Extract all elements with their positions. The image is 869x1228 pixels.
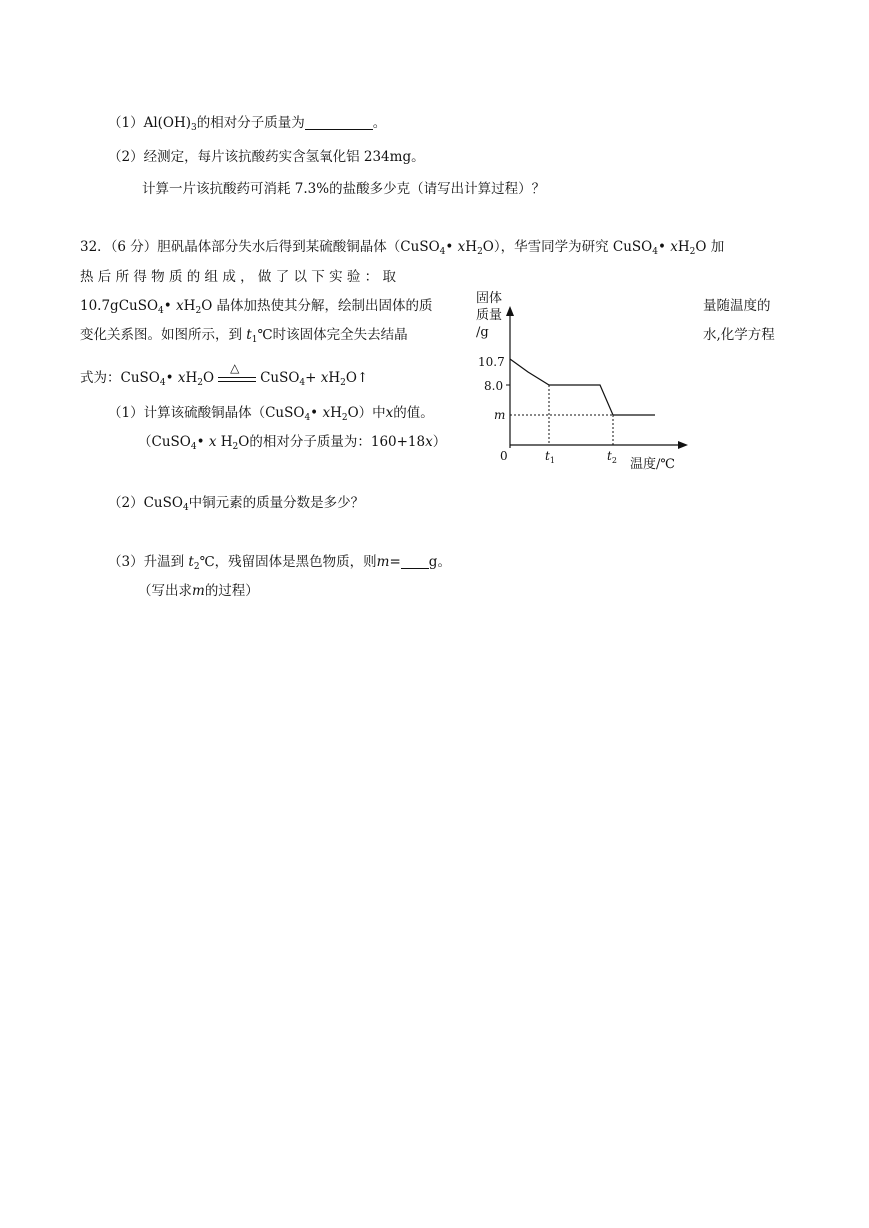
y-axis-label-line1: 固体 <box>476 291 503 306</box>
q32-line4-right: 水,化学方程 <box>703 327 775 343</box>
q32-part3: （3）升温到 $t_2℃$，残留固体是黑色物质，则m= g。 <box>108 554 451 572</box>
q31-part2-line1: （2）经测定，每片该抗酸药实含氢氧化铝 234mg。 <box>108 149 425 165</box>
q31-part2-line2: 计算一片该抗酸药可消耗 7.3%的盐酸多少克（请写出计算过程）？ <box>142 181 546 197</box>
q32-line3-right: 量随温度的 <box>703 298 771 314</box>
mass-temperature-chart <box>472 288 694 478</box>
y-axis-arrow <box>506 306 514 316</box>
origin-label: 0 <box>500 449 508 463</box>
q32-line4: 变化关系图。如图所示，到 $t_1℃$时该固体完全失去结晶 <box>80 327 408 345</box>
y-axis-unit: /g <box>476 325 489 340</box>
heating-condition-arrow <box>218 361 256 386</box>
q32-line2: 热 后 所 得 物 质 的 组 成 ， 做 了 以 下 实 验 ： 取 <box>80 269 396 285</box>
q32-part1-note: （CuSO$_4$• x $H_2O$的相对分子质量为：160+18x） <box>138 434 447 452</box>
x-tick-t2: $t_2$ <box>607 449 617 465</box>
q32-intro: 32．（6 分）胆矾晶体部分失水后得到某硫酸铜晶体（CuSO$_4$• $xH_2O$），华雪同学为研究 CuSO$_4$• $xH_2O$ 加 <box>80 239 725 257</box>
q32-line3: 10.7gCuSO$_4$• $xH_2O$ 晶体加热使其分解，绘制出固体的质 <box>80 298 433 316</box>
y-axis-label-line2: 质量 <box>476 308 503 323</box>
q32-part3-note: （写出求m的过程） <box>138 583 259 599</box>
y-tick-m: m <box>494 408 506 422</box>
x-tick-t1: $t_1$ <box>545 449 555 465</box>
answer-blank[interactable] <box>305 115 373 130</box>
x-axis-label: 温度/℃ <box>630 457 675 472</box>
answer-blank-m[interactable] <box>401 554 429 569</box>
chemical-equation: 式为：CuSO$_4$• $xH_2O$ △ CuSO$_4$+ $xH_2O↑$ <box>80 361 369 388</box>
x-axis-arrow <box>678 441 688 449</box>
q32-part2: （2）CuSO$_4$中铜元素的质量分数是多少？ <box>108 495 365 513</box>
mass-curve <box>510 359 655 415</box>
q32-part1: （1）计算该硫酸铜晶体（CuSO$_4$• $xH_2O$）中x的值。 <box>108 405 434 423</box>
q31-part1: $(1)Al(OH)_3$的相对分子质量为 。 <box>108 115 387 133</box>
y-tick-10-7: 10.7 <box>478 355 505 369</box>
delta-icon: △ <box>230 361 240 375</box>
y-tick-8-0: 8.0 <box>484 379 504 393</box>
